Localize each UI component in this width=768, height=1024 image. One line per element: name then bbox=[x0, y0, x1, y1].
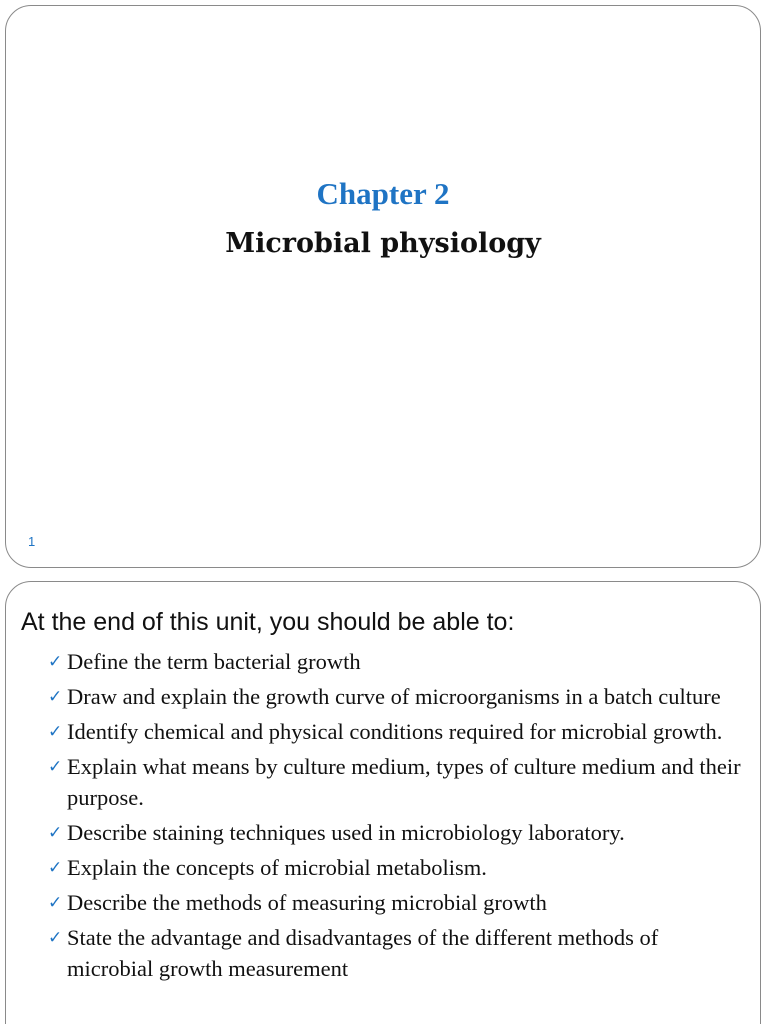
objectives-heading: At the end of this unit, you should be able to: bbox=[21, 608, 515, 636]
objective-item bbox=[48, 646, 748, 677]
objective-text: Describe the methods of measuring microbial growth bbox=[67, 890, 547, 915]
objective-item bbox=[48, 681, 748, 712]
objectives-list bbox=[48, 646, 748, 988]
slide-number: 1 bbox=[28, 534, 36, 549]
slide-learning-objectives bbox=[5, 581, 761, 1024]
objective-item bbox=[48, 887, 748, 918]
objective-item bbox=[48, 751, 748, 813]
check-icon: ✓ bbox=[48, 893, 63, 913]
objective-text: Define the term bacterial growth bbox=[67, 649, 361, 674]
check-icon: ✓ bbox=[48, 722, 63, 742]
objective-item bbox=[48, 817, 748, 848]
check-icon: ✓ bbox=[48, 652, 63, 672]
objective-item bbox=[48, 716, 748, 747]
objective-item bbox=[48, 852, 748, 883]
chapter-title: Chapter 2 bbox=[316, 176, 450, 211]
objective-item bbox=[48, 922, 748, 984]
check-icon: ✓ bbox=[48, 687, 63, 707]
objective-text: Draw and explain the growth curve of microorganisms in a batch culture bbox=[67, 684, 721, 709]
check-icon: ✓ bbox=[48, 928, 63, 948]
objective-text: Explain what means by culture medium, types of culture medium and their purpose. bbox=[67, 754, 741, 810]
slide-chapter-title bbox=[5, 5, 761, 568]
objective-text: Explain the concepts of microbial metabolism. bbox=[67, 855, 487, 880]
objective-text: Describe staining techniques used in microbiology laboratory. bbox=[67, 820, 625, 845]
chapter-subtitle: Microbial physiology bbox=[225, 228, 541, 259]
check-icon: ✓ bbox=[48, 823, 63, 843]
check-icon: ✓ bbox=[48, 757, 63, 777]
objective-text: Identify chemical and physical conditions required for microbial growth. bbox=[67, 719, 723, 744]
objective-text: State the advantage and disadvantages of the different methods of microbial growth measurement bbox=[67, 925, 659, 981]
check-icon: ✓ bbox=[48, 858, 63, 878]
